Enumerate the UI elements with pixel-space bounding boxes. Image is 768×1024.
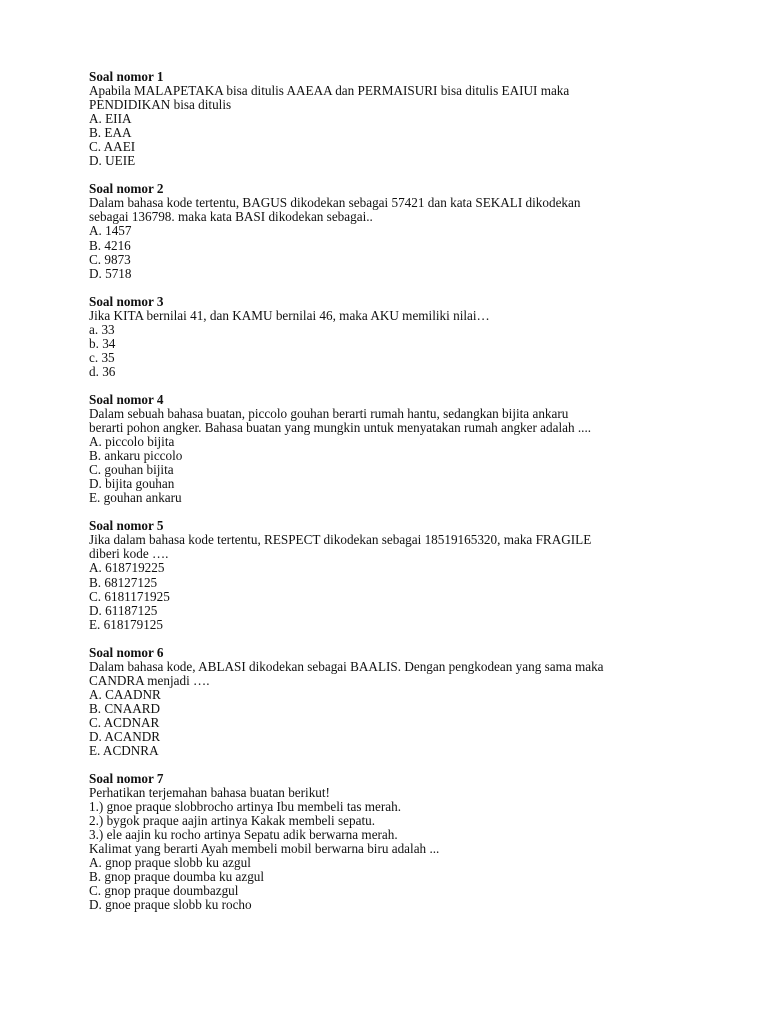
question-5 [89,519,689,631]
answer-option: C. gouhan bijita [89,462,174,478]
question-title: Soal nomor 6 [89,644,164,660]
question-text-line: 1.) gnoe praque slobbrocho artinya Ibu membeli tas merah. [89,799,402,815]
answer-option: E. ACDNRA [89,743,159,759]
answer-option: A. piccolo bijita [89,434,175,450]
answer-option: A. EIIA [89,111,132,127]
answer-option: D. bijita gouhan [89,476,175,492]
answer-option: B. 68127125 [89,574,158,590]
answer-option: C. 9873 [89,251,131,267]
answer-option: C. ACDNAR [89,714,160,730]
question-text-line: Perhatikan terjemahan bahasa buatan berikut! [89,785,330,801]
answer-option: D. UEIE [89,153,136,169]
answer-option: A. gnop praque slobb ku azgul [89,855,251,871]
question-title: Soal nomor 5 [89,518,164,534]
answer-option: E. 618179125 [89,616,163,632]
question-4 [89,393,689,505]
question-text-line: CANDRA menjadi …. [89,672,210,688]
question-title: Soal nomor 2 [89,181,164,197]
answer-option: C. gnop praque doumbazgul [89,883,239,899]
answer-option: A. 618719225 [89,560,165,576]
question-7 [89,772,689,912]
answer-option: a. 33 [89,321,115,337]
answer-option: B. 4216 [89,237,131,253]
answer-option: d. 36 [89,363,116,379]
answer-option: D. 61187125 [89,602,158,618]
answer-option: b. 34 [89,335,116,351]
question-6 [89,646,689,758]
answer-option: A. 1457 [89,223,132,239]
question-text-line: PENDIDIKAN bisa ditulis [89,97,232,113]
answer-option: B. CNAARD [89,700,161,716]
answer-option: A. CAADNR [89,686,161,702]
question-text-line: Jika dalam bahasa kode tertentu, RESPECT dikodekan sebagai 18519165320, maka FRAGILE [89,532,592,548]
question-text-line: Dalam bahasa kode, ABLASI dikodekan sebagai BAALIS. Dengan pengkodean yang sama maka [89,658,604,674]
question-1 [89,70,689,168]
answer-option: C. AAEI [89,139,136,155]
question-3 [89,295,689,379]
question-text-line: diberi kode …. [89,546,169,562]
document-page [89,70,689,927]
question-title: Soal nomor 1 [89,69,164,84]
question-title: Soal nomor 3 [89,293,164,309]
question-text-line: berarti pohon angker. Bahasa buatan yang mungkin untuk menyatakan rumah angker adalah .... [89,420,592,436]
question-text-line: 3.) ele aajin ku rocho artinya Sepatu adik berwarna merah. [89,827,398,843]
question-text-line: sebagai 136798. maka kata BASI dikodekan sebagai.. [89,209,373,225]
question-text-line: Dalam sebuah bahasa buatan, piccolo gouhan berarti rumah hantu, sedangkan bijita ankaru [89,405,569,421]
question-text-line: 2.) bygok praque aajin artinya Kakak membeli sepatu. [89,813,375,829]
answer-option: B. gnop praque doumba ku azgul [89,869,265,885]
answer-option: E. gouhan ankaru [89,490,182,506]
answer-option: D. ACANDR [89,728,161,744]
question-text-line: Jika KITA bernilai 41, dan KAMU bernilai 46, maka AKU memiliki nilai… [89,307,490,323]
question-text-line: Apabila MALAPETAKA bisa ditulis AAEAA dan PERMAISURI bisa ditulis EAIUI maka [89,83,570,99]
answer-option: B. ankaru piccolo [89,448,183,464]
answer-option: B. EAA [89,125,132,141]
question-text-line: Dalam bahasa kode tertentu, BAGUS dikodekan sebagai 57421 dan kata SEKALI dikodekan [89,195,581,211]
question-text-line: Kalimat yang berarti Ayah membeli mobil berwarna biru adalah ... [89,841,440,857]
answer-option: D. gnoe praque slobb ku rocho [89,897,252,913]
answer-option: D. 5718 [89,265,132,281]
question-title: Soal nomor 4 [89,391,164,407]
question-title: Soal nomor 7 [89,771,164,787]
question-2 [89,182,689,280]
answer-option: c. 35 [89,349,115,365]
answer-option: C. 6181171925 [89,588,170,604]
